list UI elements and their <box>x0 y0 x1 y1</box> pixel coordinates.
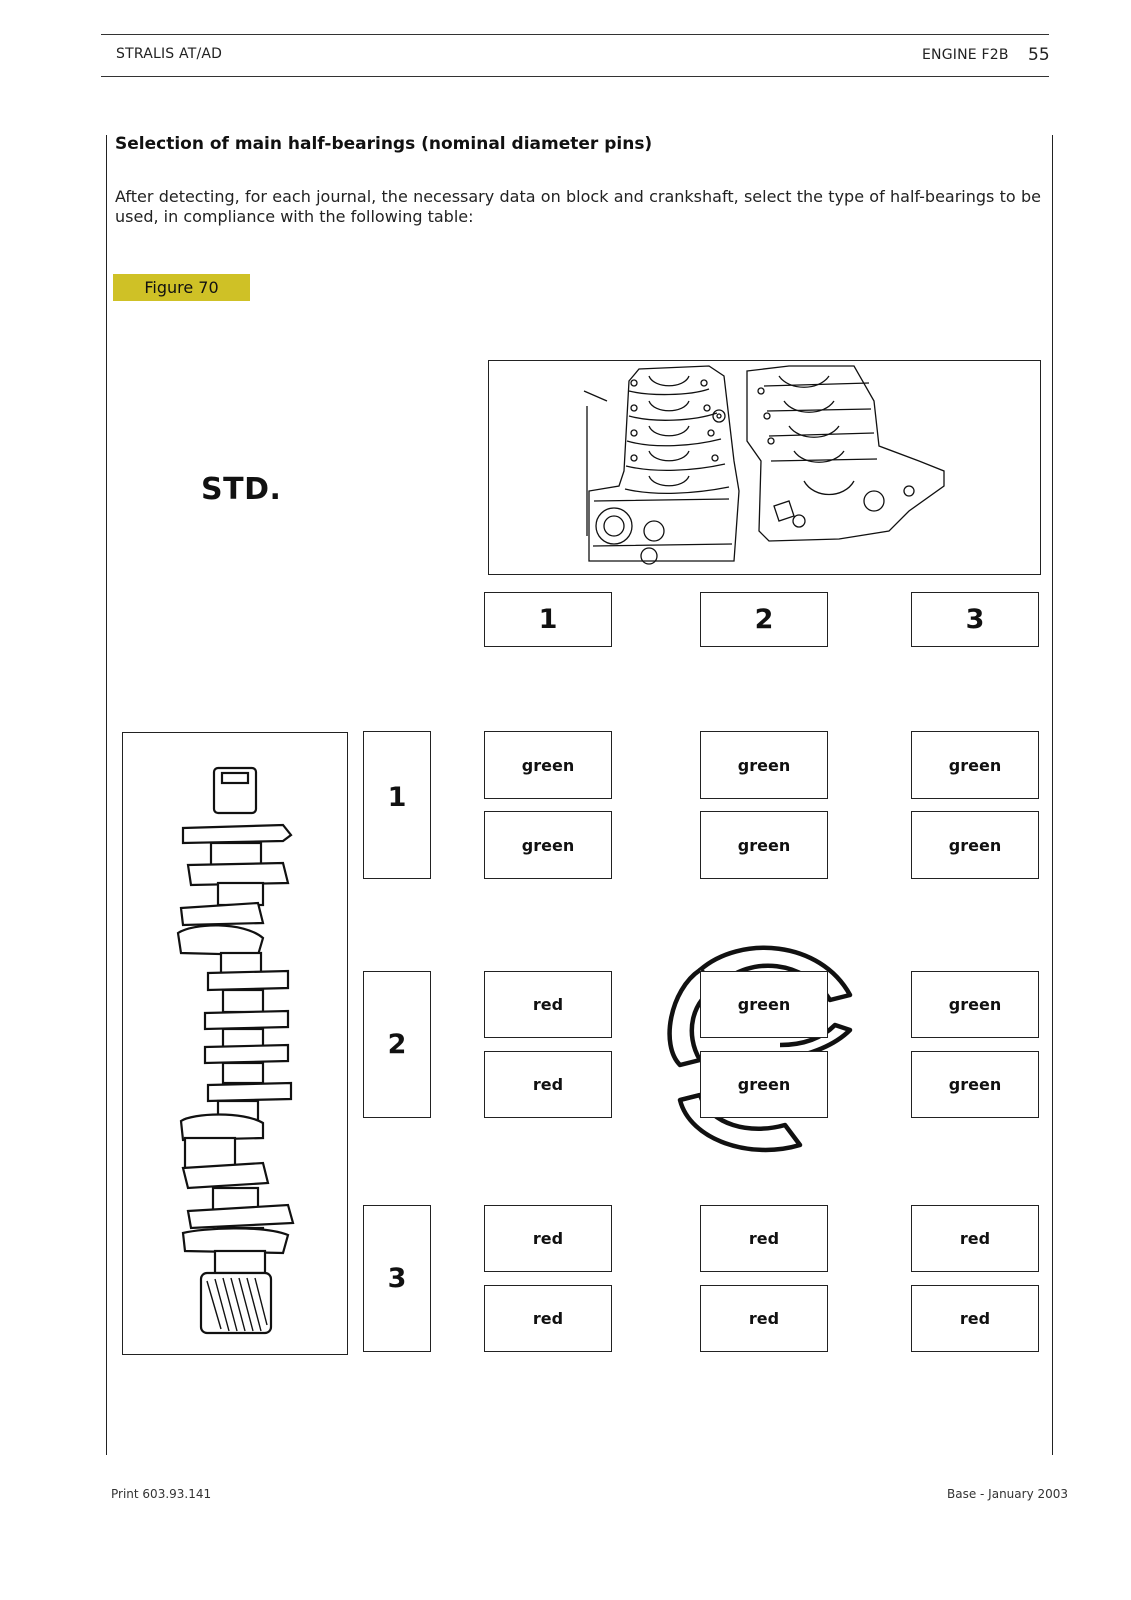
header-left-title <box>116 46 222 62</box>
half-bearings-drawing <box>660 935 860 1165</box>
header-bottom-rule <box>101 76 1049 77</box>
crankshaft-drawing <box>123 733 347 1354</box>
cell-r3-c3-bottom: red <box>911 1285 1039 1352</box>
cell-r3-c1-bottom: red <box>484 1285 612 1352</box>
cell-r3-c1-top: red <box>484 1205 612 1272</box>
footer-right: Base - January 2003 <box>947 1487 1069 1501</box>
left-margin-rule <box>106 135 107 1455</box>
row-header-2: 2 <box>363 971 431 1118</box>
figure-label-text: Figure 70 <box>144 278 219 297</box>
page-number: 55 <box>1028 45 1050 65</box>
cell-r1-c1-top: green <box>484 731 612 799</box>
figure-label <box>113 274 250 301</box>
cell-r3-c3-top: red <box>911 1205 1039 1272</box>
right-margin-rule <box>1052 135 1053 1455</box>
cell-r1-c2-bottom: green <box>700 811 828 879</box>
cell-r2-c1-top: red <box>484 971 612 1038</box>
engine-block-drawing <box>489 361 1040 574</box>
cell-r3-c2-top: red <box>700 1205 828 1272</box>
cell-r2-c3-top: green <box>911 971 1039 1038</box>
row-header-1: 1 <box>363 731 431 879</box>
column-header-2: 2 <box>700 592 828 647</box>
engine-block-frame <box>488 360 1041 575</box>
cell-r1-c3-bottom: green <box>911 811 1039 879</box>
header-top-rule <box>101 34 1049 35</box>
cell-r2-c3-bottom: green <box>911 1051 1039 1118</box>
row-header-3: 3 <box>363 1205 431 1352</box>
cell-r2-c2-bottom: green <box>700 1051 828 1118</box>
section-title: Selection of main half-bearings (nominal diameter pins) <box>115 134 653 154</box>
cell-r2-c2-top: green <box>700 971 828 1038</box>
cell-r2-c1-bottom: red <box>484 1051 612 1118</box>
std-label: STD. <box>201 472 282 507</box>
section-body: After detecting, for each journal, the necessary data on block and crankshaft, select the type of half-bearings to be used, in compliance with the following table: <box>115 187 1041 226</box>
cell-r1-c3-top: green <box>911 731 1039 799</box>
crankshaft-frame <box>122 732 348 1355</box>
column-header-3: 3 <box>911 592 1039 647</box>
cell-r1-c2-top: green <box>700 731 828 799</box>
cell-r1-c1-bottom: green <box>484 811 612 879</box>
cell-r3-c2-bottom: red <box>700 1285 828 1352</box>
footer-left: Print 603.93.141 <box>111 1487 212 1501</box>
column-header-1: 1 <box>484 592 612 647</box>
header-left-title-text: STRALIS AT/AD <box>116 46 223 62</box>
header-right-title: ENGINE F2B <box>922 47 1009 63</box>
